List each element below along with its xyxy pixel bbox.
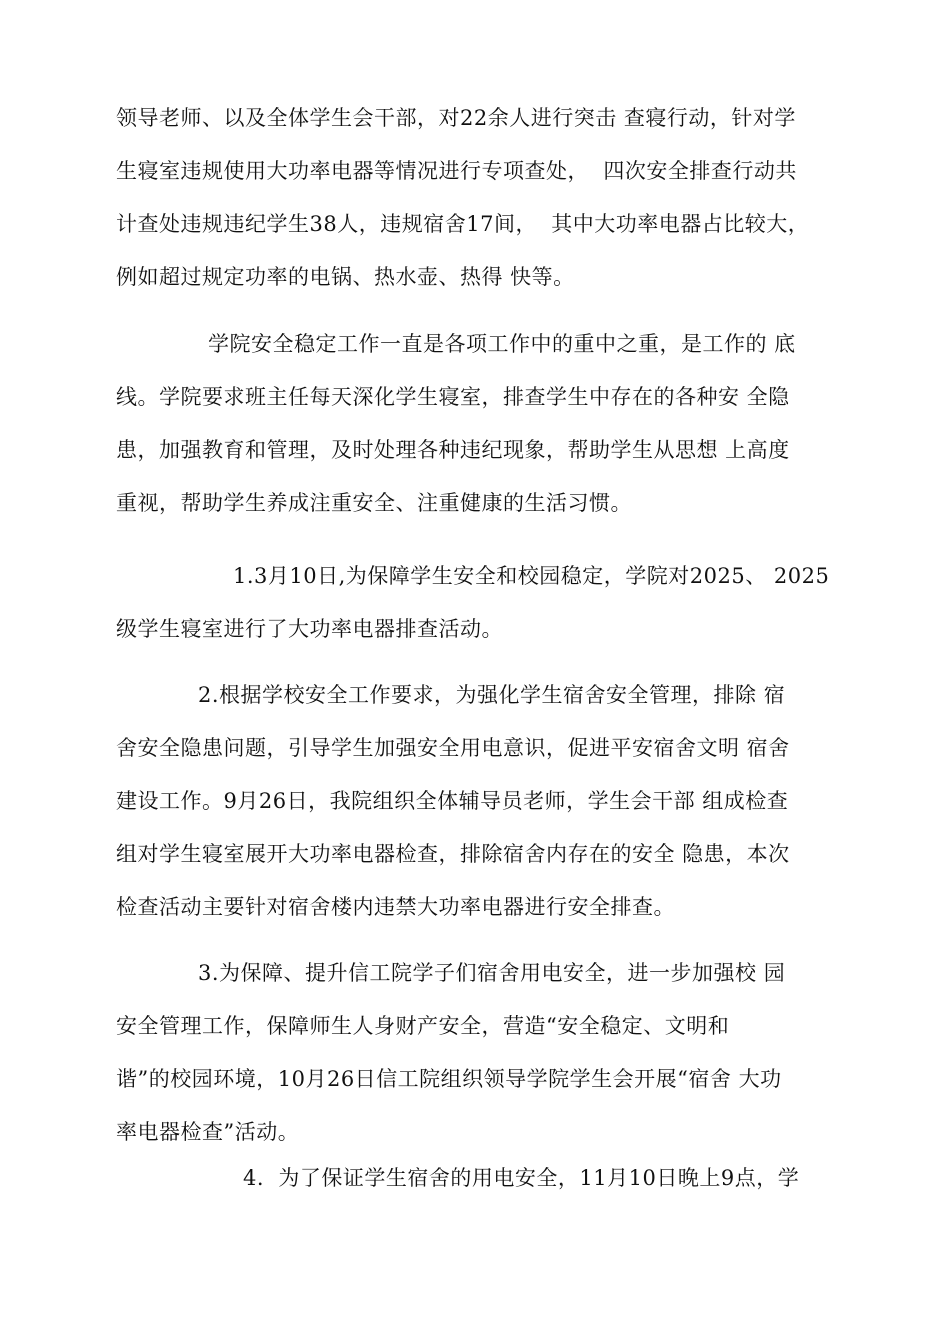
text-line: 级学生寝室进行了大功率电器排查活动。	[116, 617, 503, 641]
text-line: 舍安全隐患问题，引导学生加强安全用电意识，促进平安宿舍文明 宿舍	[116, 736, 790, 760]
text-line: 率电器检查”活动。	[116, 1120, 300, 1144]
text-line: 线。学院要求班主任每天深化学生寝室，排查学生中存在的各种安 全隐	[116, 385, 790, 409]
text-line: 3.为保障、提升信工院学子们宿舍用电安全，进一步加强校 园	[198, 961, 786, 985]
text-line: 领导老师、以及全体学生会干部，对22余人进行突击 查寝行动，针对学	[116, 106, 796, 130]
text-line: 生寝室违规使用大功率电器等情况进行专项查处， 四次安全排查行动共	[116, 159, 797, 183]
text-line: 重视，帮助学生养成注重安全、注重健康的生活习惯。	[116, 491, 632, 515]
text-line: 2.根据学校安全工作要求，为强化学生宿舍安全管理，排除 宿	[198, 683, 786, 707]
text-line: 1.3月10日,为保障学生安全和校园稳定，学院对2025、 2025	[233, 564, 830, 588]
text-line: 计查处违规违纪学生38人，违规宿舍17间， 其中大功率电器占比较大，	[116, 212, 810, 236]
text-line: 安全管理工作，保障师生人身财产安全，营造“安全稳定、文明和	[116, 1014, 730, 1038]
text-line: 建设工作。9月26日，我院组织全体辅导员老师，学生会干部 组成检查	[116, 789, 789, 813]
text-line: 患，加强教育和管理，及时处理各种违纪现象，帮助学生从思想 上高度	[116, 438, 790, 462]
text-line: 例如超过规定功率的电锅、热水壶、热得 快等。	[116, 265, 575, 289]
text-line: 4. 为了保证学生宿舍的用电安全，11月10日晚上9点，学	[243, 1166, 800, 1190]
text-line: 检查活动主要针对宿舍楼内违禁大功率电器进行安全排查。	[116, 895, 675, 919]
text-line: 组对学生寝室展开大功率电器检查，排除宿舍内存在的安全 隐患，本次	[116, 842, 790, 866]
text-line: 谐”的校园环境，10月26日信工院组织领导学院学生会开展“宿舍 大功	[116, 1067, 782, 1091]
text-line: 学院安全稳定工作一直是各项工作中的重中之重，是工作的 底	[208, 332, 796, 356]
